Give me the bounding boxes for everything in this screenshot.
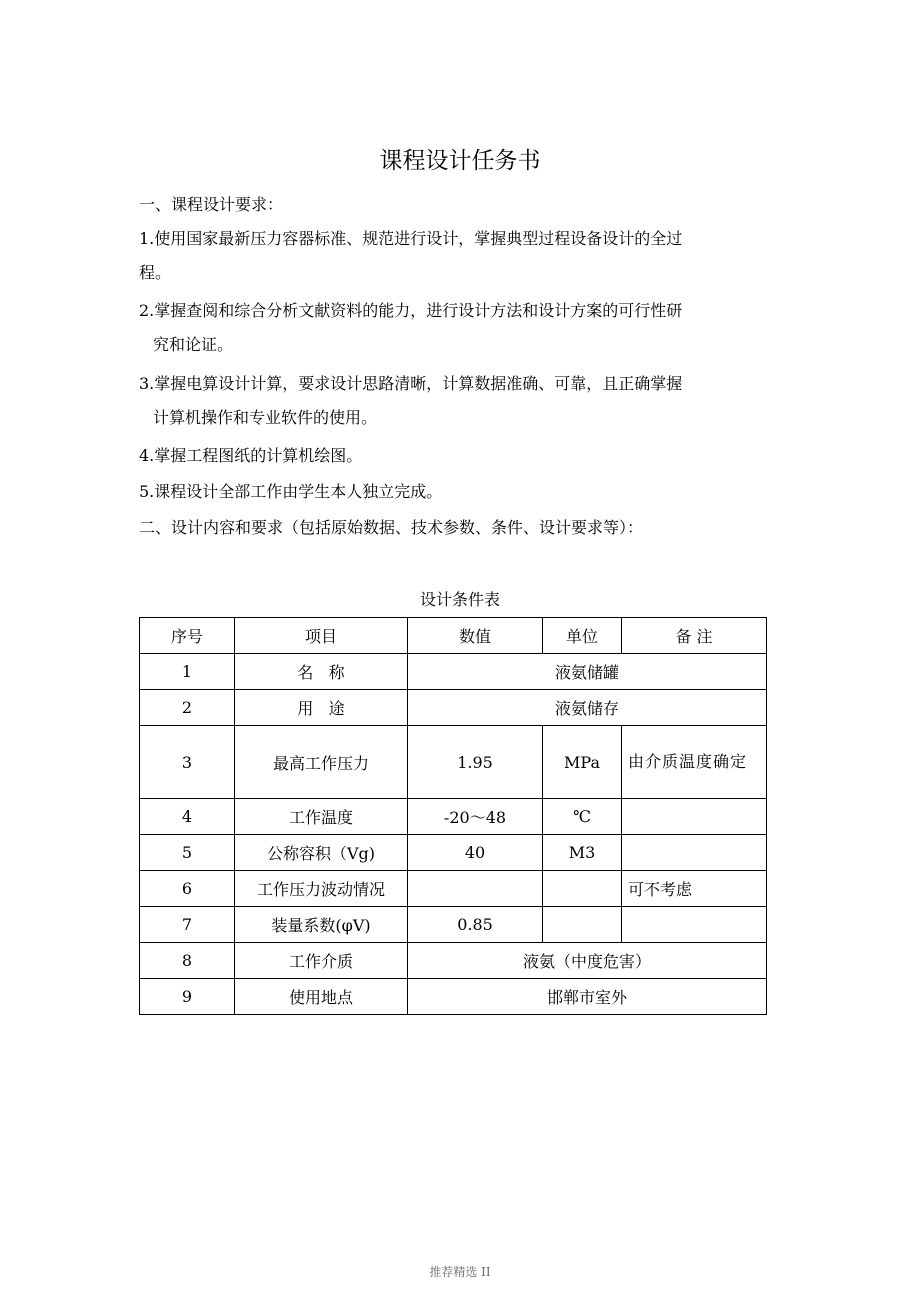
requirement-item-3: [139, 367, 779, 435]
cell-value: 1.95: [408, 726, 543, 799]
requirement-item-1-line1: 1.使用国家最新压力容器标准、规范进行设计，掌握典型过程设备设计的全过: [139, 229, 683, 248]
requirement-item-3-line2: 计算机操作和专业软件的使用。: [153, 408, 378, 427]
table-row: [140, 654, 767, 690]
header-value: 数值: [408, 618, 543, 654]
cell-value: [408, 871, 543, 907]
requirement-item-2-line1: 2.掌握查阅和综合分析文献资料的能力，进行设计方法和设计方案的可行性研: [139, 301, 683, 320]
cell-value: 0.85: [408, 907, 543, 943]
table-row: [140, 835, 767, 871]
cell-note: 由介质温度确定: [622, 726, 767, 799]
cell-no: 7: [140, 907, 235, 943]
requirement-item-4: 4.掌握工程图纸的计算机绘图。: [139, 446, 363, 465]
cell-item: 使用地点: [235, 979, 408, 1015]
table-caption: 设计条件表: [419, 590, 500, 609]
section1-heading: 一、课程设计要求：: [139, 195, 284, 214]
cell-no: 3: [140, 726, 235, 799]
cell-unit: M3: [543, 835, 622, 871]
cell-no: 8: [140, 943, 235, 979]
requirement-item-3-line1: 3.掌握电算设计计算，要求设计思路清晰，计算数据准确、可靠，且正确掌握: [139, 374, 683, 393]
requirement-item-2: [139, 294, 779, 362]
header-note: 备 注: [622, 618, 767, 654]
cell-item: 装量系数(φV): [235, 907, 408, 943]
page-footer: 推荐精选 II: [429, 1265, 491, 1279]
cell-note: [622, 799, 767, 835]
section2-heading: 二、设计内容和要求（包括原始数据、技术参数、条件、设计要求等）：: [139, 518, 644, 537]
table-row: [140, 799, 767, 835]
cell-merged: 液氨（中度危害）: [408, 943, 767, 979]
header-no: 序号: [140, 618, 235, 654]
cell-merged: 液氨储存: [408, 690, 767, 726]
design-conditions-table: [139, 617, 767, 1015]
table-row: [140, 943, 767, 979]
cell-item: 名 称: [235, 654, 408, 690]
table-row: [140, 871, 767, 907]
requirement-item-2-line2: 究和论证。: [153, 335, 234, 354]
cell-merged: 液氨储罐: [408, 654, 767, 690]
cell-value: 40: [408, 835, 543, 871]
cell-item: 工作压力波动情况: [235, 871, 408, 907]
cell-item: 公称容积（Vg): [235, 835, 408, 871]
header-unit: 单位: [543, 618, 622, 654]
cell-unit: [543, 871, 622, 907]
requirement-item-1: [139, 222, 779, 290]
table-row: [140, 979, 767, 1015]
cell-unit: ℃: [543, 799, 622, 835]
requirement-item-1-line2: 程。: [139, 263, 172, 282]
cell-no: 1: [140, 654, 235, 690]
cell-value: -20～48: [408, 799, 543, 835]
cell-item: 工作温度: [235, 799, 408, 835]
requirement-item-5: 5.课程设计全部工作由学生本人独立完成。: [139, 482, 443, 501]
table-row: [140, 726, 767, 799]
table-row: [140, 690, 767, 726]
table-header-row: [140, 618, 767, 654]
cell-note: [622, 835, 767, 871]
cell-no: 5: [140, 835, 235, 871]
cell-item: 最高工作压力: [235, 726, 408, 799]
cell-unit: [543, 907, 622, 943]
cell-note: [622, 907, 767, 943]
cell-no: 4: [140, 799, 235, 835]
document-title: 课程设计任务书: [379, 148, 541, 174]
cell-item: 用 途: [235, 690, 408, 726]
cell-note: 可不考虑: [622, 871, 767, 907]
cell-no: 9: [140, 979, 235, 1015]
table-row: [140, 907, 767, 943]
cell-no: 2: [140, 690, 235, 726]
cell-item: 工作介质: [235, 943, 408, 979]
cell-no: 6: [140, 871, 235, 907]
cell-merged: 邯郸市室外: [408, 979, 767, 1015]
header-item: 项目: [235, 618, 408, 654]
cell-unit: MPa: [543, 726, 622, 799]
